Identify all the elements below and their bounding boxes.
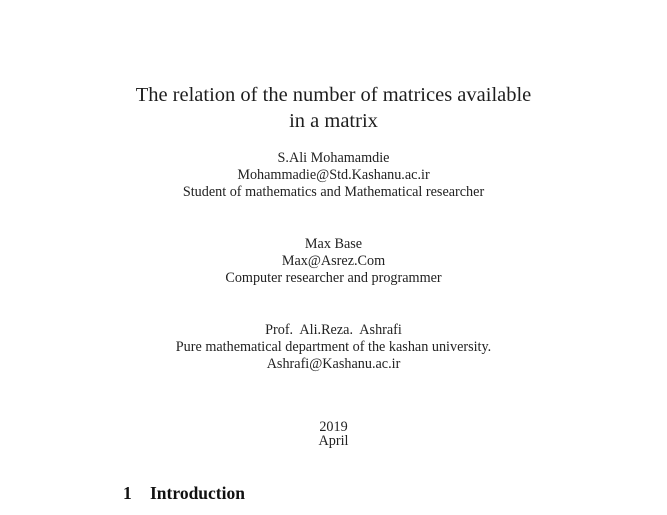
author-name: S.Ali Mohamamdie: [277, 150, 390, 166]
author-affiliation: Student of mathematics and Mathematical researcher: [182, 184, 485, 200]
author-name: Max Base: [304, 236, 363, 252]
author-name: Prof. Ali.Reza. Ashrafi: [265, 322, 402, 338]
date-year: 2019: [319, 419, 348, 435]
paper-title: [0, 82, 667, 134]
author-block-2: [0, 236, 667, 287]
section-title: Introduction: [150, 483, 245, 503]
author-email: Mohammadie@Std.Kashanu.ac.ir: [237, 167, 430, 183]
paper-title-line-2: in a matrix: [289, 110, 378, 132]
author-email: Ashrafi@Kashanu.ac.ir: [266, 356, 401, 372]
section-heading: [123, 483, 245, 503]
paper-title-line-1: The relation of the number of matrices available: [135, 84, 532, 106]
paper-date: [0, 420, 667, 448]
author-email: Max@Asrez.Com: [281, 253, 386, 269]
date-month: April: [318, 433, 349, 449]
author-block-3: [0, 322, 667, 373]
author-affiliation: Pure mathematical department of the kashan university.: [175, 339, 492, 355]
author-affiliation: Computer researcher and programmer: [225, 270, 442, 286]
author-block-1: [0, 150, 667, 201]
section-number: 1: [123, 483, 132, 503]
